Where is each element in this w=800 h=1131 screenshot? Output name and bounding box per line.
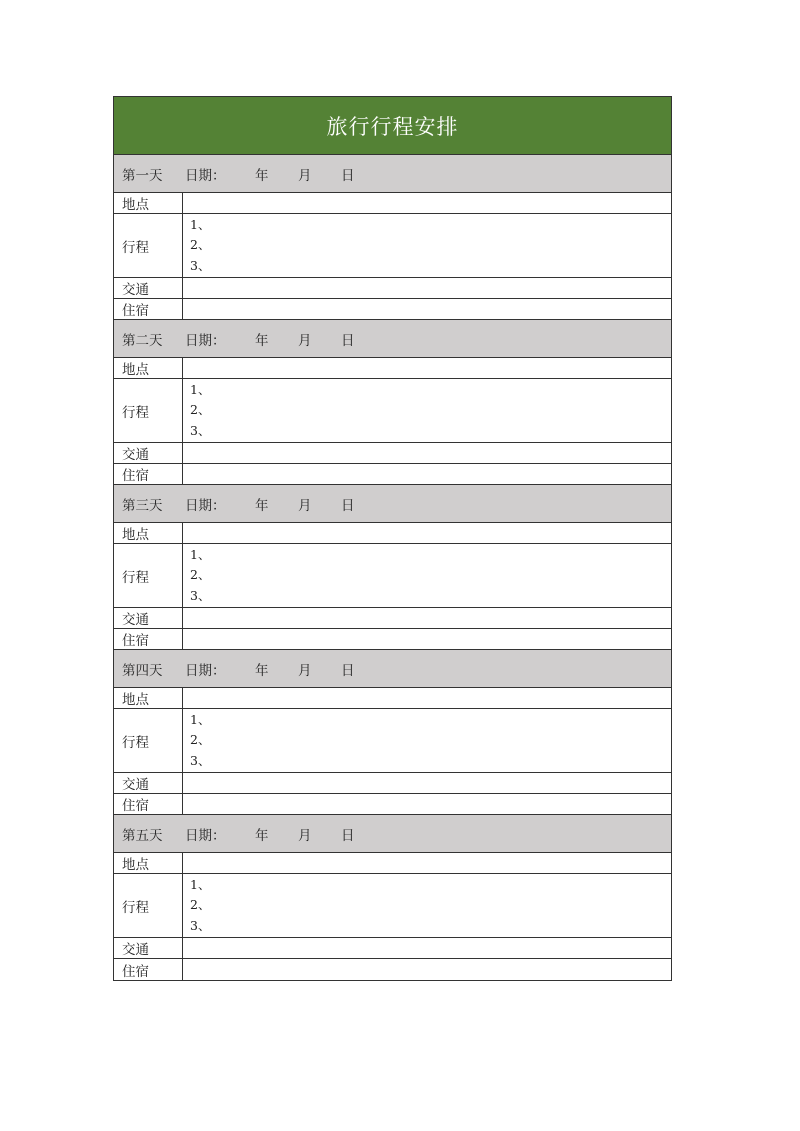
day-header-row: [114, 320, 671, 358]
place-row: [114, 358, 671, 379]
day-unit: 日: [341, 167, 355, 184]
place-label: 地点: [114, 688, 183, 708]
transport-row: [114, 938, 671, 959]
year-unit: 年: [255, 167, 269, 184]
place-label: 地点: [114, 523, 183, 543]
place-row: [114, 688, 671, 709]
day-unit: 日: [341, 497, 355, 514]
place-field[interactable]: [183, 688, 671, 708]
place-field[interactable]: [183, 358, 671, 378]
day-block-2: [114, 320, 671, 485]
place-label: 地点: [114, 853, 183, 873]
itinerary-item-1: 1、: [190, 876, 211, 892]
days-container: [114, 155, 671, 980]
place-label: 地点: [114, 193, 183, 213]
day-unit: 日: [341, 827, 355, 844]
lodging-label: 住宿: [114, 629, 183, 649]
lodging-row: [114, 959, 671, 980]
itinerary-label: 行程: [114, 874, 183, 937]
lodging-label: 住宿: [114, 299, 183, 319]
place-row: [114, 193, 671, 214]
transport-field[interactable]: [183, 608, 671, 628]
lodging-field[interactable]: [183, 794, 671, 814]
transport-row: [114, 608, 671, 629]
day-block-3: [114, 485, 671, 650]
day-block-4: [114, 650, 671, 815]
transport-row: [114, 278, 671, 299]
itinerary-item-2: 2、: [190, 237, 211, 253]
itinerary-field[interactable]: [183, 544, 671, 607]
lodging-label: 住宿: [114, 794, 183, 814]
itinerary-item-3: 3、: [190, 257, 211, 273]
day-label: 第四天: [122, 662, 163, 679]
lodging-label: 住宿: [114, 464, 183, 484]
itinerary-item-2: 2、: [190, 402, 211, 418]
transport-label: 交通: [114, 773, 183, 793]
date-label: 日期：: [185, 827, 226, 844]
itinerary-item-1: 1、: [190, 711, 211, 727]
day-block-1: [114, 155, 671, 320]
itinerary-field[interactable]: [183, 709, 671, 772]
place-field[interactable]: [183, 193, 671, 213]
itinerary-row: [114, 709, 671, 773]
itinerary-row: [114, 874, 671, 938]
day-label: 第五天: [122, 827, 163, 844]
day-unit: 日: [341, 662, 355, 679]
transport-label: 交通: [114, 443, 183, 463]
itinerary-row: [114, 214, 671, 278]
itinerary-item-2: 2、: [190, 897, 211, 913]
place-field[interactable]: [183, 523, 671, 543]
year-unit: 年: [255, 827, 269, 844]
lodging-row: [114, 629, 671, 650]
day-header-row: [114, 815, 671, 853]
itinerary-label: 行程: [114, 214, 183, 277]
day-label: 第一天: [122, 167, 163, 184]
lodging-row: [114, 794, 671, 815]
day-header-row: [114, 485, 671, 523]
table-title: 旅行行程安排: [114, 97, 671, 155]
date-label: 日期：: [185, 662, 226, 679]
month-unit: 月: [298, 332, 312, 349]
year-unit: 年: [255, 497, 269, 514]
day-header-row: [114, 650, 671, 688]
itinerary-item-1: 1、: [190, 381, 211, 397]
transport-field[interactable]: [183, 938, 671, 958]
transport-label: 交通: [114, 278, 183, 298]
itinerary-field[interactable]: [183, 214, 671, 277]
date-label: 日期：: [185, 332, 226, 349]
itinerary-item-3: 3、: [190, 422, 211, 438]
lodging-field[interactable]: [183, 464, 671, 484]
day-block-5: [114, 815, 671, 980]
date-label: 日期：: [185, 497, 226, 514]
month-unit: 月: [298, 662, 312, 679]
year-unit: 年: [255, 332, 269, 349]
day-label: 第三天: [122, 497, 163, 514]
transport-field[interactable]: [183, 278, 671, 298]
month-unit: 月: [298, 827, 312, 844]
transport-row: [114, 773, 671, 794]
transport-label: 交通: [114, 608, 183, 628]
itinerary-label: 行程: [114, 709, 183, 772]
itinerary-field[interactable]: [183, 874, 671, 937]
month-unit: 月: [298, 167, 312, 184]
lodging-row: [114, 464, 671, 485]
transport-label: 交通: [114, 938, 183, 958]
itinerary-label: 行程: [114, 544, 183, 607]
day-header-row: [114, 155, 671, 193]
itinerary-item-2: 2、: [190, 732, 211, 748]
lodging-label: 住宿: [114, 959, 183, 980]
place-label: 地点: [114, 358, 183, 378]
lodging-field[interactable]: [183, 959, 671, 980]
lodging-field[interactable]: [183, 629, 671, 649]
itinerary-item-2: 2、: [190, 567, 211, 583]
transport-field[interactable]: [183, 773, 671, 793]
place-field[interactable]: [183, 853, 671, 873]
itinerary-table: [113, 96, 672, 981]
place-row: [114, 853, 671, 874]
itinerary-item-3: 3、: [190, 752, 211, 768]
date-label: 日期：: [185, 167, 226, 184]
itinerary-item-3: 3、: [190, 587, 211, 603]
itinerary-label: 行程: [114, 379, 183, 442]
lodging-field[interactable]: [183, 299, 671, 319]
year-unit: 年: [255, 662, 269, 679]
place-row: [114, 523, 671, 544]
day-label: 第二天: [122, 332, 163, 349]
transport-row: [114, 443, 671, 464]
month-unit: 月: [298, 497, 312, 514]
day-unit: 日: [341, 332, 355, 349]
itinerary-item-1: 1、: [190, 216, 211, 232]
transport-field[interactable]: [183, 443, 671, 463]
itinerary-row: [114, 379, 671, 443]
itinerary-item-3: 3、: [190, 917, 211, 933]
lodging-row: [114, 299, 671, 320]
itinerary-row: [114, 544, 671, 608]
itinerary-field[interactable]: [183, 379, 671, 442]
itinerary-item-1: 1、: [190, 546, 211, 562]
